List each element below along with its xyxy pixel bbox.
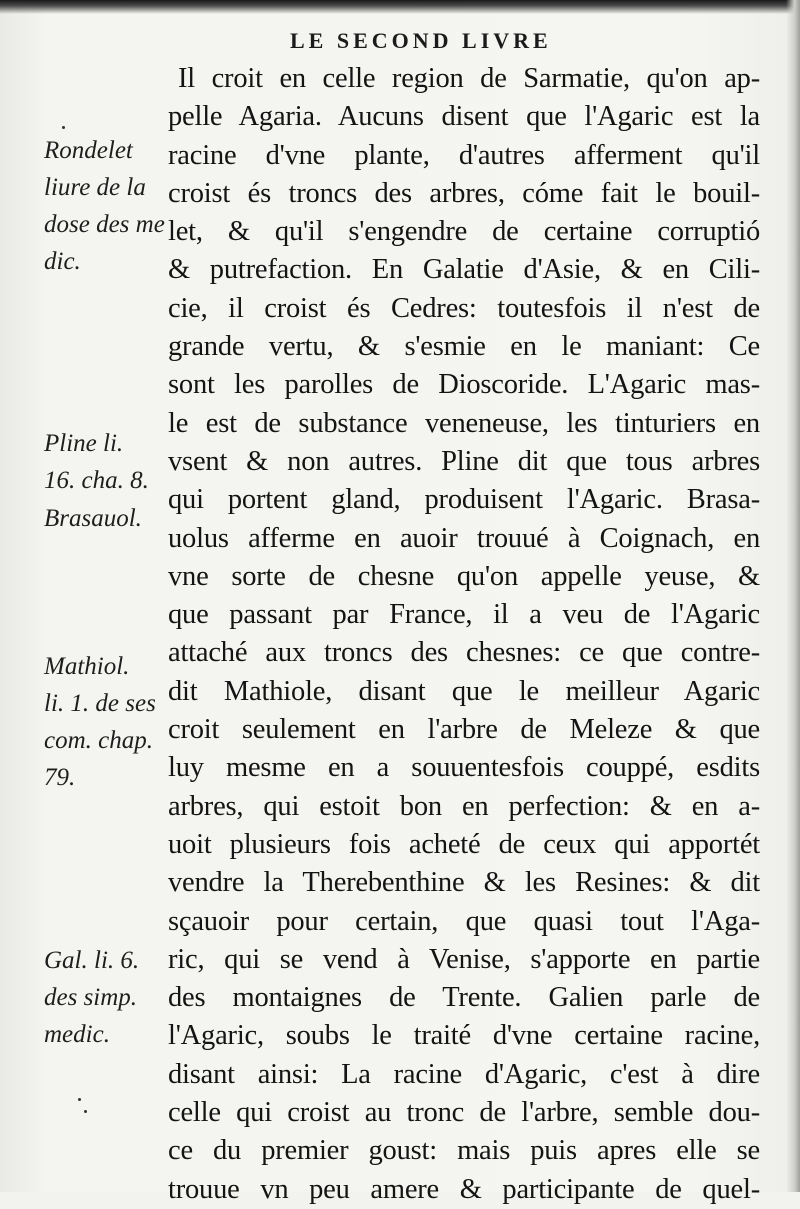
margin-note-line: Mathiol. <box>44 653 130 680</box>
margin-note-line: Rondelet <box>44 137 133 164</box>
body-line: cie, il croist és Cedres: toutesfois il n'est de <box>168 292 760 324</box>
body-line: sçauoir pour certain, que quasi tout l'Aga- <box>168 905 760 937</box>
ink-speck <box>78 1098 81 1101</box>
margin-note-galien <box>44 942 174 1053</box>
body-line: qui portent gland, produisent l'Agaric. Brasa- <box>168 484 760 516</box>
body-text <box>168 60 760 1209</box>
ink-speck <box>62 126 65 129</box>
body-line: let, & qu'il s'engendre de certaine corruptió <box>168 216 760 248</box>
body-line: ric, qui se vend à Venise, s'apporte en partie <box>168 943 760 975</box>
scan-right-edge <box>786 0 800 1192</box>
margin-note-line: liure de la <box>44 174 146 201</box>
margin-note-mathiol <box>44 648 174 796</box>
body-line: & putrefaction. En Galatie d'Asie, & en Cili- <box>168 254 760 286</box>
body-line: grande vertu, & s'esmie en le maniant: Ce <box>168 331 760 363</box>
margin-note-line: des simp. <box>44 984 138 1011</box>
body-line: sont les parolles de Dioscoride. L'Agaric mas- <box>168 369 760 401</box>
margin-note-line: li. 1. de ses <box>44 690 156 717</box>
body-line: racine d'vne plante, d'autres afferment qu'il <box>168 139 760 171</box>
body-line: pelle Agaria. Aucuns disent que l'Agaric est la <box>168 101 760 133</box>
body-line: vendre la Therebenthine & les Resines: & dit <box>168 867 760 899</box>
body-line: celle qui croist au tronc de l'arbre, semble dou- <box>168 1097 760 1129</box>
body-line: uoit plusieurs fois acheté de ceux qui apportét <box>168 828 760 860</box>
margin-note-rondelet <box>44 132 174 280</box>
margin-note-line: Gal. li. 6. <box>44 947 140 974</box>
margin-note-line: medic. <box>44 1021 110 1048</box>
body-line: croit seulement en l'arbre de Meleze & que <box>168 714 760 746</box>
margin-note-line: Pline li. <box>44 430 124 457</box>
running-head: LE SECOND LIVRE <box>290 28 552 53</box>
body-line: l'Agaric, soubs le traité d'vne certaine racine, <box>168 1020 760 1052</box>
body-line: Il croit en celle region de Sarmatie, qu'on ap- <box>178 63 760 94</box>
margin-note-line: dic. <box>44 248 81 275</box>
margin-note-line: 79. <box>44 764 76 791</box>
margin-note-line: Brasauol. <box>44 505 142 532</box>
body-line: des montaignes de Trente. Galien parle de <box>168 982 760 1014</box>
margin-note-line: 16. cha. 8. <box>44 467 149 494</box>
body-line: vne sorte de chesne qu'on appelle yeuse, & <box>168 560 760 592</box>
body-line: uolus afferme en auoir trouué à Coignach, en <box>168 522 760 554</box>
body-line: disant ainsi: La racine d'Agaric, c'est à dire <box>168 1058 760 1090</box>
ink-speck <box>84 1110 87 1113</box>
body-line: arbres, qui estoit bon en perfection: & en a- <box>168 790 760 822</box>
body-line: attaché aux troncs des chesnes: ce que contre- <box>168 637 760 669</box>
body-line: dit Mathiole, disant que le meilleur Agaric <box>168 675 760 707</box>
margin-note-line: dose des me <box>44 211 165 238</box>
body-line: trouue vn peu amere & participante de quel- <box>168 1173 760 1205</box>
body-line: que passant par France, il a veu de l'Agaric <box>168 599 760 631</box>
scan-top-shadow <box>0 0 800 14</box>
body-line: le est de substance veneneuse, les tinturiers en <box>168 407 760 439</box>
margin-note-line: com. chap. <box>44 727 153 754</box>
body-line: croist és troncs des arbres, cóme fait le bouil- <box>168 177 760 209</box>
body-line: vsent & non autres. Pline dit que tous arbres <box>168 445 760 477</box>
body-line: luy mesme en a souuentesfois couppé, esdits <box>168 752 760 784</box>
margin-note-pline <box>44 425 174 499</box>
margin-note-brasauol <box>44 500 174 537</box>
body-line: ce du premier goust: mais puis apres elle se <box>168 1135 760 1167</box>
